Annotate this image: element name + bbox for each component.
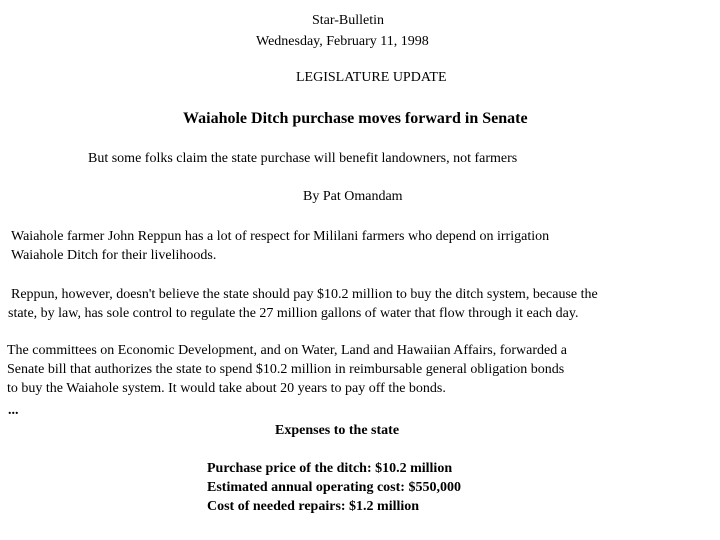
expense-item: Purchase price of the ditch: $10.2 million — [207, 461, 453, 476]
paragraph-2 — [8, 285, 598, 323]
expenses-list — [207, 459, 461, 516]
paragraph-line: Reppun, however, doesn't believe the state should pay $10.2 million to buy the ditch system, because the — [11, 287, 598, 302]
paragraph-line: to buy the Waiahole system. It would take about 20 years to pay off the bonds. — [7, 381, 446, 396]
paragraph-line: Waiahole Ditch for their livelihoods. — [11, 248, 217, 263]
publication-name: Star-Bulletin — [312, 13, 385, 28]
paragraph-line: state, by law, has sole control to regulate the 27 million gallons of water that flow through it each day. — [8, 306, 579, 321]
subheadline: But some folks claim the state purchase will benefit landowners, not farmers — [88, 151, 518, 166]
expenses-heading: Expenses to the state — [275, 423, 400, 438]
paragraph-line: Waiahole farmer John Reppun has a lot of respect for Mililani farmers who depend on irrigation — [11, 229, 550, 244]
headline: Waiahole Ditch purchase moves forward in Senate — [183, 110, 528, 127]
section-label: LEGISLATURE UPDATE — [296, 70, 447, 85]
expense-item: Estimated annual operating cost: $550,000 — [207, 480, 461, 495]
paragraph-1 — [11, 227, 549, 265]
paragraph-3 — [7, 341, 567, 398]
paragraph-line: The committees on Economic Development, and on Water, Land and Hawaiian Affairs, forwarded a — [7, 343, 567, 358]
byline: By Pat Omandam — [303, 189, 403, 204]
paragraph-line: Senate bill that authorizes the state to spend $10.2 million in reimbursable general obligation bonds — [7, 362, 565, 377]
expense-item: Cost of needed repairs: $1.2 million — [207, 499, 420, 514]
ellipsis: ... — [8, 403, 19, 418]
publication-date: Wednesday, February 11, 1998 — [256, 34, 429, 49]
